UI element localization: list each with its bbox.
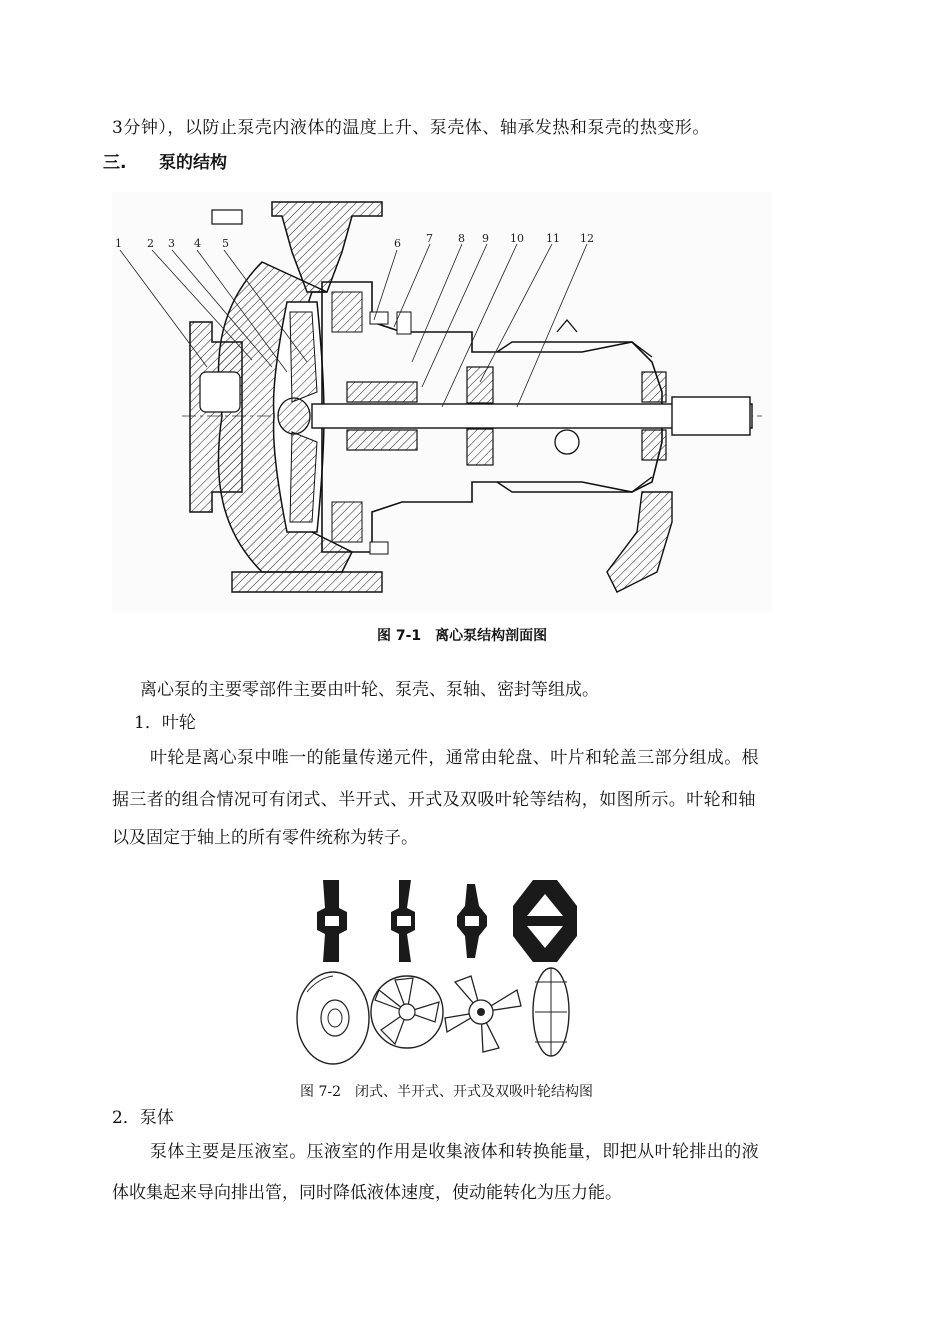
double-suction-impeller-section	[513, 880, 577, 962]
callout-3: 3	[168, 237, 175, 250]
section-heading	[103, 151, 227, 175]
figure2-caption: 图 7-2 闭式、半开式、开式及双吸叶轮结构图	[300, 1084, 593, 1100]
impeller-types-figure	[295, 872, 585, 1070]
callout-5: 5	[222, 237, 229, 250]
closed-impeller-section	[317, 880, 347, 962]
open-impeller-section	[457, 884, 487, 958]
callout-11: 11	[546, 232, 560, 245]
intro-line: 3分钟），以防止泵壳内液体的温度上升、泵壳体、轴承发热和泵壳的热变形。	[112, 118, 710, 138]
casing-heading: 2．泵体	[112, 1108, 174, 1128]
callout-7: 7	[426, 232, 433, 245]
impeller-line-1: 叶轮是离心泵中唯一的能量传递元件，通常由轮盘、叶片和轮盖三部分组成。根	[150, 748, 759, 768]
section-title: 泵的结构	[159, 153, 227, 173]
callout-4: 4	[194, 237, 201, 250]
casing-line-2: 体收集起来导向排出管，同时降低液体速度，使动能转化为压力能。	[112, 1183, 622, 1203]
semi-open-impeller-view	[371, 976, 443, 1048]
open-impeller-view	[445, 976, 521, 1052]
semi-open-impeller-section	[391, 880, 415, 962]
section-number: 三.	[103, 153, 127, 173]
callout-6: 6	[394, 237, 401, 250]
closed-impeller-view	[297, 972, 369, 1064]
overview-paragraph: 离心泵的主要零部件主要由叶轮、泵壳、泵轴、密封等组成。	[140, 680, 599, 700]
double-suction-impeller-view	[533, 968, 569, 1056]
pump-cross-section-drawing	[112, 192, 772, 612]
impeller-line-2: 据三者的组合情况可有闭式、半开式、开式及双吸叶轮等结构，如图所示。叶轮和轴	[112, 790, 756, 810]
callout-8: 8	[458, 232, 465, 245]
callout-2: 2	[147, 237, 154, 250]
pump-cross-section-figure	[112, 192, 772, 612]
impeller-types-drawing	[295, 872, 585, 1070]
callout-12: 12	[580, 232, 594, 245]
callout-10: 10	[510, 232, 524, 245]
figure1-caption: 图 7-1 离心泵结构剖面图	[377, 628, 548, 644]
callout-1: 1	[115, 237, 122, 250]
callout-9: 9	[482, 232, 489, 245]
casing-line-1: 泵体主要是压液室。压液室的作用是收集液体和转换能量，即把从叶轮排出的液	[150, 1142, 759, 1162]
impeller-line-3: 以及固定于轴上的所有零件统称为转子。	[112, 828, 418, 848]
impeller-heading: 1．叶轮	[134, 713, 196, 733]
